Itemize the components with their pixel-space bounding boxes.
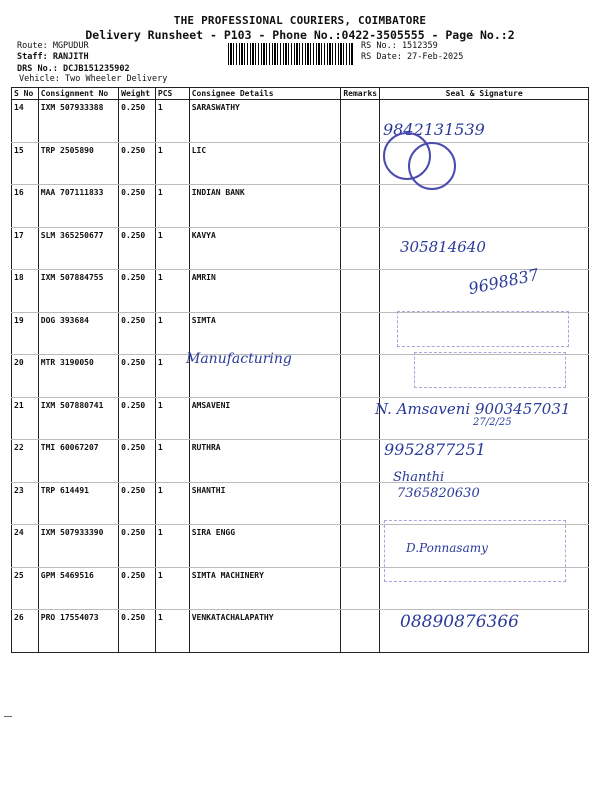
row-consignment: PRO 17554073 xyxy=(38,610,118,653)
row-consignee: AMRIN xyxy=(189,270,341,313)
handwritten-name-23: Shanthi xyxy=(393,470,445,485)
row-remarks xyxy=(341,185,380,228)
row-sno: 15 xyxy=(12,142,39,185)
row-weight: 0.250 xyxy=(119,397,156,440)
row-consignment: GPM 5469516 xyxy=(38,567,118,610)
col-header-remarks: Remarks xyxy=(341,88,380,100)
delivery-stamp-16 xyxy=(408,142,456,190)
row-consignment: DOG 393684 xyxy=(38,312,118,355)
table-row xyxy=(12,142,589,185)
row-sno: 25 xyxy=(12,567,39,610)
row-consignment: MTR 3190050 xyxy=(38,355,118,398)
row-consignment: IXM 507880741 xyxy=(38,397,118,440)
row-consignment: IXM 507884755 xyxy=(38,270,118,313)
row-signature xyxy=(380,185,589,228)
row-pcs: 1 xyxy=(155,355,189,398)
row-consignee: SIMTA xyxy=(189,312,341,355)
row-pcs: 1 xyxy=(155,227,189,270)
vehicle-label: Vehicle: Two Wheeler Delivery xyxy=(19,74,168,84)
row-weight: 0.250 xyxy=(119,355,156,398)
row-pcs: 1 xyxy=(155,610,189,653)
row-remarks xyxy=(341,440,380,483)
row-sno: 22 xyxy=(12,440,39,483)
row-consignment: TRP 2505890 xyxy=(38,142,118,185)
row-weight: 0.250 xyxy=(119,567,156,610)
col-header-signature: Seal & Signature xyxy=(380,88,589,100)
row-sno: 17 xyxy=(12,227,39,270)
row-remarks xyxy=(341,482,380,525)
row-pcs: 1 xyxy=(155,270,189,313)
row-weight: 0.250 xyxy=(119,100,156,143)
row-consignee: RUTHRA xyxy=(189,440,341,483)
rs-number: RS No.: 1512359 xyxy=(361,41,438,51)
row-consignment: SLM 365250677 xyxy=(38,227,118,270)
row-sno: 23 xyxy=(12,482,39,525)
table-row xyxy=(12,227,589,270)
row-consignment: TMI 60067207 xyxy=(38,440,118,483)
row-remarks xyxy=(341,312,380,355)
row-weight: 0.250 xyxy=(119,312,156,355)
row-consignee: LIC xyxy=(189,142,341,185)
row-pcs: 1 xyxy=(155,185,189,228)
row-consignee: SARASWATHY xyxy=(189,100,341,143)
row-weight: 0.250 xyxy=(119,185,156,228)
row-consignment: IXM 507933388 xyxy=(38,100,118,143)
row-weight: 0.250 xyxy=(119,270,156,313)
company-title: THE PROFESSIONAL COURIERS, COIMBATORE xyxy=(173,14,427,27)
row-consignee: SHANTHI xyxy=(189,482,341,525)
col-header-weight: Weight xyxy=(119,88,156,100)
row-weight: 0.250 xyxy=(119,525,156,568)
handwritten-date-21: 27/2/25 xyxy=(473,417,512,428)
row-remarks xyxy=(341,227,380,270)
row-weight: 0.250 xyxy=(119,610,156,653)
row-sno: 20 xyxy=(12,355,39,398)
row-pcs: 1 xyxy=(155,312,189,355)
staff-label: Staff: RANJITH xyxy=(17,52,89,62)
row-remarks xyxy=(341,525,380,568)
row-sno: 18 xyxy=(12,270,39,313)
handwritten-phone-14: 9842131539 xyxy=(383,120,485,139)
handwritten-phone-26: 08890876366 xyxy=(400,612,519,632)
row-pcs: 1 xyxy=(155,440,189,483)
drs-number: DRS No.: DCJB151235902 xyxy=(17,64,130,74)
row-sno: 19 xyxy=(12,312,39,355)
table-header-row xyxy=(12,88,589,100)
row-consignment: TRP 614491 xyxy=(38,482,118,525)
row-sno: 21 xyxy=(12,397,39,440)
handwritten-name-24: D.Ponnasamy xyxy=(406,541,488,555)
row-consignment: MAA 707111833 xyxy=(38,185,118,228)
row-weight: 0.250 xyxy=(119,227,156,270)
route-label: Route: MGPUDUR xyxy=(17,41,89,51)
faint-seal-19 xyxy=(397,311,569,347)
row-pcs: 1 xyxy=(155,482,189,525)
handwritten-phone-17: 305814640 xyxy=(400,238,486,256)
col-header-pcs: PCS xyxy=(155,88,189,100)
row-pcs: 1 xyxy=(155,397,189,440)
handwritten-phone-22: 9952877251 xyxy=(384,440,486,459)
col-header-consignment: Consignment No xyxy=(38,88,118,100)
faint-seal-20 xyxy=(414,352,566,388)
col-header-sno: S No xyxy=(12,88,39,100)
row-remarks xyxy=(341,100,380,143)
row-pcs: 1 xyxy=(155,567,189,610)
row-pcs: 1 xyxy=(155,100,189,143)
table-row xyxy=(12,100,589,143)
row-sno: 24 xyxy=(12,525,39,568)
table-row xyxy=(12,482,589,525)
row-consignee: SIRA ENGG xyxy=(189,525,341,568)
handwritten-sign-21: N. Amsaveni 9003457031 xyxy=(375,400,571,418)
rs-date: RS Date: 27-Feb-2025 xyxy=(361,52,464,62)
handwritten-note-20: Manufacturing xyxy=(186,351,292,367)
row-consignee: INDIAN BANK xyxy=(189,185,341,228)
row-consignee: AMSAVENI xyxy=(189,397,341,440)
row-pcs: 1 xyxy=(155,142,189,185)
row-remarks xyxy=(341,610,380,653)
row-weight: 0.250 xyxy=(119,440,156,483)
runsheet-subtitle: Delivery Runsheet - P103 - Phone No.:0422-3505555 - Page No.:2 xyxy=(85,28,515,42)
scan-mark xyxy=(4,716,12,717)
row-sno: 14 xyxy=(12,100,39,143)
barcode xyxy=(228,43,354,65)
table-row xyxy=(12,440,589,483)
table-row xyxy=(12,185,589,228)
row-remarks xyxy=(341,567,380,610)
col-header-consignee: Consignee Details xyxy=(189,88,341,100)
handwritten-phone-23: 7365820630 xyxy=(397,486,480,501)
row-sno: 16 xyxy=(12,185,39,228)
row-consignment: IXM 507933390 xyxy=(38,525,118,568)
row-remarks xyxy=(341,270,380,313)
row-sno: 26 xyxy=(12,610,39,653)
row-consignee: SIMTA MACHINERY xyxy=(189,567,341,610)
row-remarks xyxy=(341,397,380,440)
row-remarks xyxy=(341,355,380,398)
row-consignee: KAVYA xyxy=(189,227,341,270)
row-pcs: 1 xyxy=(155,525,189,568)
row-remarks xyxy=(341,142,380,185)
row-weight: 0.250 xyxy=(119,142,156,185)
row-weight: 0.250 xyxy=(119,482,156,525)
row-consignee: VENKATACHALAPATHY xyxy=(189,610,341,653)
handwritten-phone-18: 9698837 xyxy=(466,264,541,299)
